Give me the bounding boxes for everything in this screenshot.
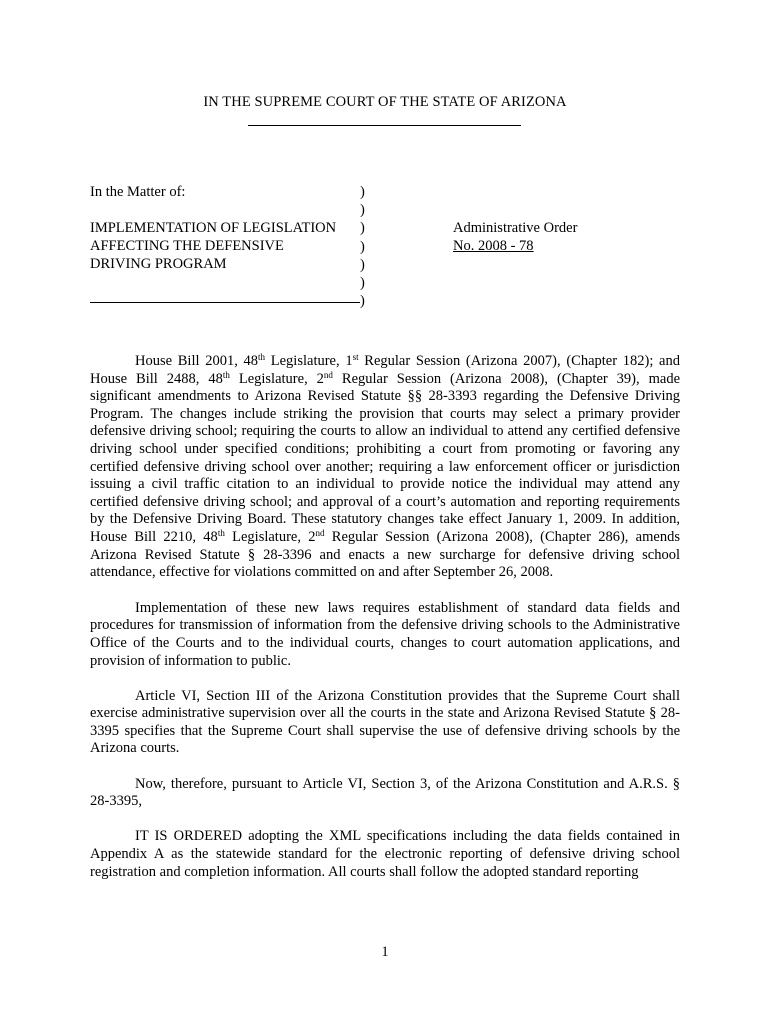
paragraph-implementation: Implementation of these new laws requires establishment of standard data fields and procedures for transmission of information from the defensive driving schools to the Administrative Office of the Courts and to the individual courts, changes to court automation applications, and provision of information to public.: [90, 599, 680, 669]
paren: ): [360, 238, 365, 255]
caption-underline: [90, 302, 360, 303]
ordinal-suffix: th: [258, 352, 266, 362]
paren: ): [360, 220, 365, 237]
text-run: Legislature, 1: [265, 353, 353, 369]
paren: ): [360, 293, 365, 310]
text-run: Legislature, 2: [229, 370, 324, 387]
text-run: Regular Session (Arizona 2008), (Chapter 286), amends Arizona Revised Statute § 28-3396 and enacts a new surcharge for defensive driving school attendance, effective for violations committed on and after September 26, 2008.: [90, 528, 680, 581]
title-underline: [248, 125, 521, 126]
order-label: Administrative Order: [453, 220, 578, 236]
paragraph-it-is-ordered: IT IS ORDERED adopting the XML specifications including the data fields contained in Appendix A as the statewide standard for the electronic reporting of defensive driving school registration and completion information. All courts shall follow the adopted standard reporting: [90, 828, 680, 880]
court-title: IN THE SUPREME COURT OF THE STATE OF ARIZONA: [203, 94, 567, 110]
ordinal-suffix: th: [222, 369, 230, 380]
caption-spacer: [90, 201, 336, 219]
ordinal-suffix: nd: [315, 527, 325, 538]
ordinal-suffix: th: [217, 527, 225, 538]
text-run: Regular Session (Arizona 2008), (Chapter 39), made significant amendments to Arizona Revised Statute §§ 28-3393 regarding the Defensive Driving Program. The changes include striking the provision that courts may select a primary provider defensive driving school; requiring the courts to allow an individual to attend any certified defensive driving school under specified conditions; prohibiting a court from promoting or favoring any certified defensive driving school over another; requiring a law enforcement officer or jurisdiction issuing a civil traffic citation to an individual to provide notice the individual may attend any certified defensive driving school; and approval of a court’s automation and reporting requirements by the Defensive Driving Board. These statutory changes take effect January 1, 2009. In addition, House Bill 2210, 48: [90, 370, 681, 545]
text-run: Legislature, 2: [224, 528, 316, 545]
paren: ): [360, 274, 365, 291]
case-caption: [90, 183, 336, 273]
matter-line: IMPLEMENTATION OF LEGISLATION: [90, 220, 337, 236]
text-run: House Bill 2001, 48: [135, 353, 259, 369]
paren: ): [360, 202, 365, 219]
ordinal-suffix: st: [352, 352, 359, 362]
paragraph-constitution: Article VI, Section III of the Arizona Constitution provides that the Supreme Court shall exercise administrative supervision over all the courts in the state and Arizona Revised Statute § 28-3395 specifies that the Supreme Court shall supervise the use of defensive driving schools by the Arizona courts.: [90, 687, 680, 757]
order-body: [90, 353, 680, 899]
paragraph-now-therefore: Now, therefore, pursuant to Article VI, Section 3, of the Arizona Constitution and A.R.S. § 28-3395,: [90, 775, 680, 810]
paragraph-legislation: [90, 353, 680, 582]
order-number: No. 2008 - 78: [453, 238, 534, 254]
paren: ): [360, 256, 365, 273]
paren: ): [360, 184, 365, 200]
text-run: Regular Session (Arizona 2007), (Chapter 182); and House Bill 2488, 48: [90, 353, 680, 387]
caption-parentheses: [360, 183, 365, 310]
in-matter-label: In the Matter of:: [90, 184, 186, 200]
ordinal-suffix: nd: [323, 369, 333, 380]
matter-line: DRIVING PROGRAM: [90, 256, 227, 272]
matter-line: AFFECTING THE DEFENSIVE: [90, 238, 284, 254]
administrative-order: [453, 219, 577, 255]
page-number: 1: [381, 944, 389, 960]
